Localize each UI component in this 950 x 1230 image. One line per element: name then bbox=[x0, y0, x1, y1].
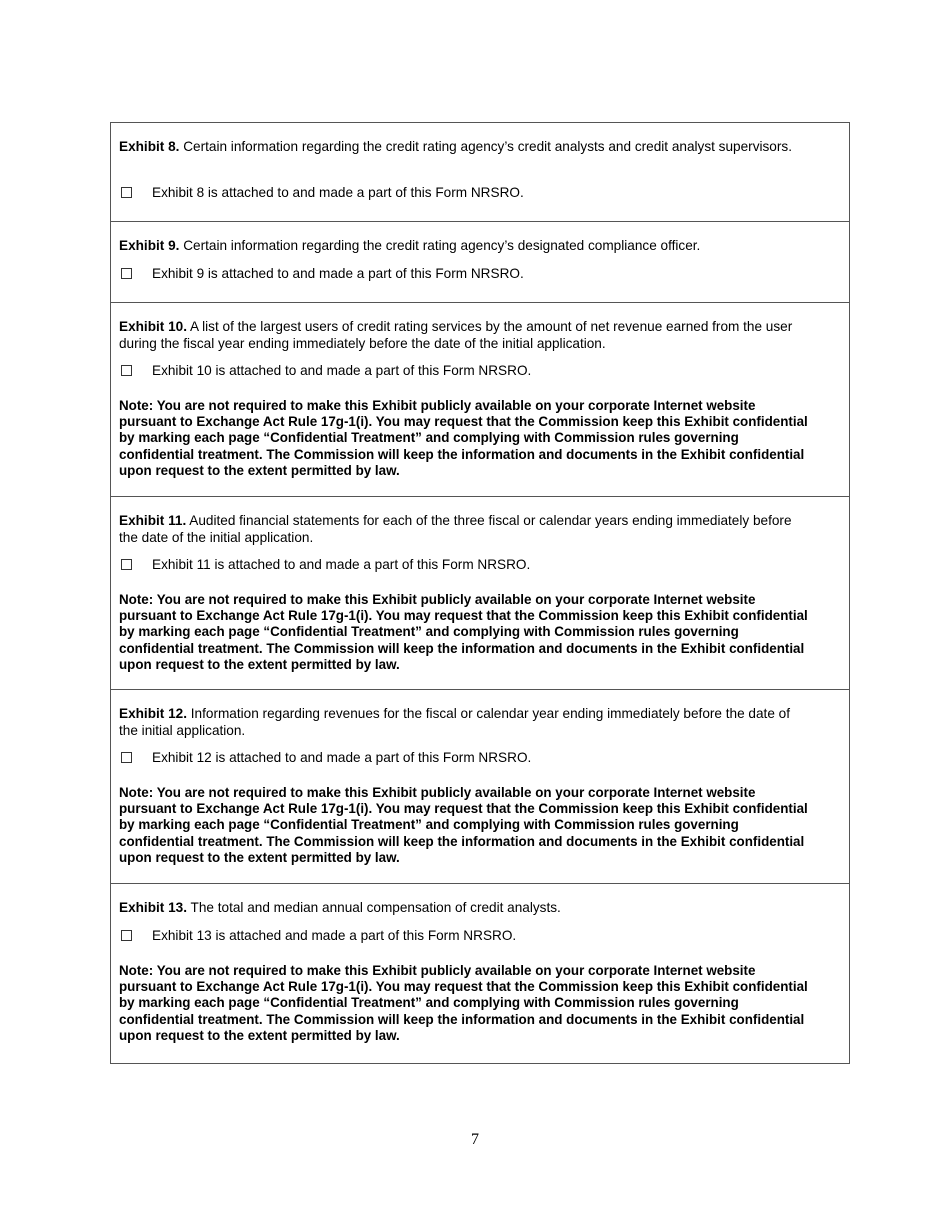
exhibit-9-section bbox=[111, 221, 849, 302]
exhibit-10-note: Note: You are not required to make this Exhibit publicly available on your corporate Internet website pursuant to Exchange Act Rule 17g-1(i). You may request that the Commission keep this Exhibit confidential by marking each page “Confidential Treatment” and complying with Commission rules governing confidential treatment. The Commission will keep the information and documents in the Exhibit confidential upon request to the extent permitted by law. bbox=[119, 398, 808, 478]
exhibit-12-checkbox-label: Exhibit 12 is attached to and made a part of this Form NRSRO. bbox=[152, 750, 532, 765]
exhibit-10-checkbox-row bbox=[119, 362, 531, 379]
exhibit-11-checkbox-row bbox=[119, 556, 530, 573]
exhibit-13-checkbox[interactable] bbox=[121, 930, 132, 941]
exhibit-13-text: The total and median annual compensation of credit analysts. bbox=[187, 900, 561, 915]
exhibit-13-section bbox=[111, 883, 849, 1063]
exhibit-13-note: Note: You are not required to make this Exhibit publicly available on your corporate Internet website pursuant to Exchange Act Rule 17g-1(i). You may request that the Commission keep this Exhibit confidential by marking each page “Confidential Treatment” and complying with Commission rules governing confidential treatment. The Commission will keep the information and documents in the Exhibit confidential upon request to the extent permitted by law. bbox=[119, 963, 808, 1043]
exhibit-9-checkbox-label: Exhibit 9 is attached to and made a part of this Form NRSRO. bbox=[152, 266, 524, 281]
exhibit-12-text: Information regarding revenues for the fiscal or calendar year ending immediately before the date of the initial application. bbox=[119, 706, 790, 738]
exhibit-10-checkbox[interactable] bbox=[121, 365, 132, 376]
exhibit-13-checkbox-label: Exhibit 13 is attached and made a part of this Form NRSRO. bbox=[152, 928, 517, 943]
exhibit-11-label-suffix: . bbox=[182, 513, 187, 528]
exhibit-11-note: Note: You are not required to make this Exhibit publicly available on your corporate Internet website pursuant to Exchange Act Rule 17g-1(i). You may request that the Commission keep this Exhibit confidential by marking each page “Confidential Treatment” and complying with Commission rules governing confidential treatment. The Commission will keep the information and documents in the Exhibit confidential upon request to the extent permitted by law. bbox=[119, 592, 808, 672]
exhibit-11-description bbox=[119, 512, 799, 546]
exhibit-10-text: A list of the largest users of credit rating services by the amount of net revenue earned from the user during the fiscal year ending immediately before the date of the initial application. bbox=[119, 319, 793, 351]
exhibit-9-checkbox-row bbox=[119, 265, 524, 282]
exhibit-12-note: Note: You are not required to make this Exhibit publicly available on your corporate Internet website pursuant to Exchange Act Rule 17g-1(i). You may request that the Commission keep this Exhibit confidential by marking each page “Confidential Treatment” and complying with Commission rules governing confidential treatment. The Commission will keep the information and documents in the Exhibit confidential upon request to the extent permitted by law. bbox=[119, 785, 808, 865]
exhibit-8-text: Certain information regarding the credit rating agency’s credit analysts and credit analyst supervisors. bbox=[179, 139, 792, 154]
exhibit-9-checkbox[interactable] bbox=[121, 268, 132, 279]
exhibit-13-description bbox=[119, 899, 799, 916]
exhibit-13-checkbox-row bbox=[119, 927, 516, 944]
exhibit-8-checkbox-label: Exhibit 8 is attached to and made a part of this Form NRSRO. bbox=[152, 185, 524, 200]
exhibit-8-section bbox=[111, 123, 849, 221]
exhibit-10-description bbox=[119, 318, 799, 352]
exhibit-11-text: Audited financial statements for each of the three fiscal or calendar years ending immediately before the date of the initial application. bbox=[119, 513, 792, 545]
exhibit-10-checkbox-label: Exhibit 10 is attached to and made a part of this Form NRSRO. bbox=[152, 363, 532, 378]
exhibit-9-label: Exhibit 9. bbox=[119, 238, 180, 253]
exhibit-11-checkbox[interactable] bbox=[121, 559, 132, 570]
exhibit-8-description bbox=[119, 138, 799, 155]
exhibit-12-section bbox=[111, 689, 849, 883]
exhibit-8-checkbox[interactable] bbox=[121, 187, 132, 198]
exhibit-12-checkbox-row bbox=[119, 749, 531, 766]
exhibit-13-label-suffix: . bbox=[183, 900, 187, 915]
exhibit-11-checkbox-label: Exhibit 11 is attached to and made a part of this Form NRSRO. bbox=[152, 557, 531, 572]
exhibit-8-label-suffix: . bbox=[175, 139, 180, 154]
exhibit-10-section bbox=[111, 302, 849, 496]
exhibit-9-description bbox=[119, 237, 799, 254]
exhibit-10-label-suffix: . bbox=[183, 319, 187, 334]
exhibit-13-label: Exhibit 13 bbox=[119, 900, 184, 915]
exhibit-8-checkbox-row bbox=[119, 184, 524, 201]
page-number: 7 bbox=[471, 1131, 479, 1148]
exhibit-8-label: Exhibit 8 bbox=[119, 139, 176, 154]
exhibit-11-label: Exhibit 11 bbox=[119, 513, 183, 528]
exhibit-form-table bbox=[110, 122, 850, 1064]
exhibit-11-section bbox=[111, 496, 849, 689]
exhibit-12-checkbox[interactable] bbox=[121, 752, 132, 763]
exhibit-10-label: Exhibit 10 bbox=[119, 319, 184, 334]
exhibit-12-label: Exhibit 12. bbox=[119, 706, 187, 721]
exhibit-12-description bbox=[119, 705, 799, 739]
exhibit-9-text: Certain information regarding the credit rating agency’s designated compliance officer. bbox=[179, 238, 701, 253]
